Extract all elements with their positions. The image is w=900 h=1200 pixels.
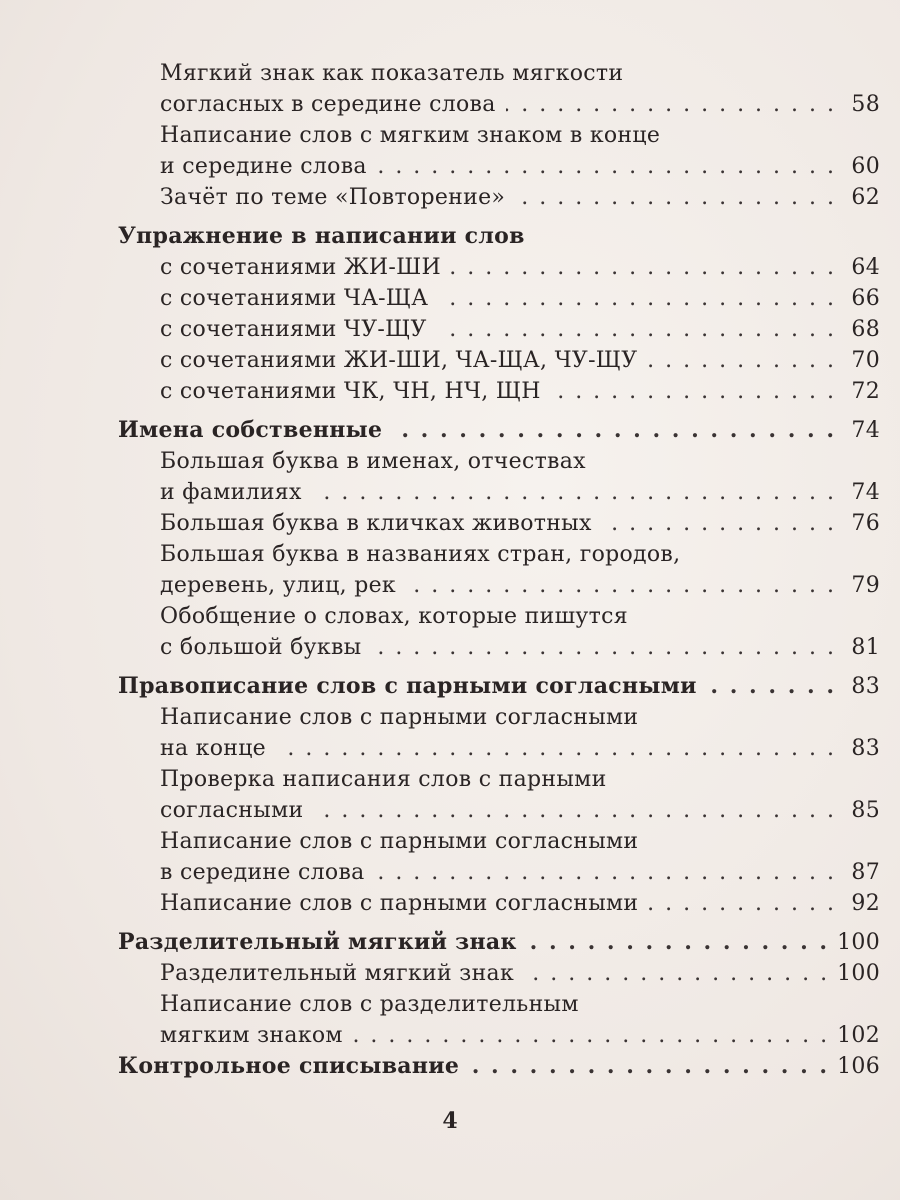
toc-entry-text: с сочетаниями ЖИ-ШИ, ЧА-ЩА, ЧУ-ЩУ <box>160 348 638 373</box>
dot-leader <box>506 89 836 120</box>
toc-entry <box>118 795 880 826</box>
toc-entry <box>118 632 880 663</box>
toc-section-heading <box>118 1051 880 1082</box>
dot-leader <box>648 888 836 919</box>
toc-entry <box>118 733 880 764</box>
toc-section-heading <box>118 927 880 958</box>
toc-page-number: 64 <box>851 255 880 280</box>
dot-leader <box>375 857 836 888</box>
dot-leader <box>551 376 836 407</box>
toc-entry <box>118 376 880 407</box>
toc-entry-text: Зачёт по теме «Повторение» <box>160 185 506 210</box>
toc-entry-text: Большая буква в именах, отчествах <box>160 449 586 474</box>
toc-entry <box>118 888 880 919</box>
dot-leader <box>312 477 836 508</box>
dot-leader <box>406 570 836 601</box>
toc-page-number: 68 <box>851 317 880 342</box>
toc-entry-text: Обобщение о словах, которые пишутся <box>160 604 628 629</box>
toc-page-number: 83 <box>851 674 880 699</box>
toc-page-number: 100 <box>837 961 880 986</box>
toc-entry-text: с сочетаниями ЧУ-ЩУ <box>160 317 427 342</box>
toc-entry-text: Большая буква в названиях стран, городов, <box>160 542 681 567</box>
toc-entry <box>118 120 880 151</box>
toc-entry <box>118 702 880 733</box>
dot-leader <box>524 958 829 989</box>
toc-entry-text: с сочетаниями ЧА-ЩА <box>160 286 429 311</box>
toc-entry-text: Написание слов с мягким знаком в конце <box>160 123 661 148</box>
toc-page-number: 58 <box>851 92 880 117</box>
dot-leader <box>469 1051 829 1082</box>
toc-entry-text: Правописание слов с парными согласными <box>118 673 697 699</box>
toc-entry-text: и середине слова <box>160 154 367 179</box>
table-of-contents <box>118 58 880 1082</box>
toc-entry-text: Упражнение в написании слов <box>118 223 525 249</box>
page-number: 4 <box>442 1108 458 1134</box>
toc-entry <box>118 958 880 989</box>
toc-page-number: 72 <box>851 379 880 404</box>
toc-entry <box>118 283 880 314</box>
toc-entry <box>118 345 880 376</box>
toc-page-number: 79 <box>851 573 880 598</box>
toc-entry <box>118 314 880 345</box>
toc-section-heading <box>118 221 880 252</box>
toc-page-number: 106 <box>837 1054 880 1079</box>
toc-page-number: 74 <box>851 480 880 505</box>
toc-entry-text: Имена собственные <box>118 417 383 443</box>
dot-leader <box>527 927 829 958</box>
toc-entry <box>118 89 880 120</box>
toc-entry <box>118 252 880 283</box>
toc-entry <box>118 764 880 795</box>
toc-page-number: 87 <box>851 860 880 885</box>
toc-entry <box>118 508 880 539</box>
toc-page-number: 70 <box>851 348 880 373</box>
toc-page-number: 66 <box>851 286 880 311</box>
dot-leader <box>515 182 836 213</box>
toc-entry-text: Проверка написания слов с парными <box>160 767 607 792</box>
toc-entry-text: с сочетаниями ЖИ-ШИ <box>160 255 442 280</box>
dot-leader <box>707 671 836 702</box>
dot-leader <box>371 632 836 663</box>
toc-entry-text: согласными <box>160 798 304 823</box>
toc-section-heading <box>118 415 880 446</box>
toc-entry <box>118 826 880 857</box>
toc-entry-text: в середине слова <box>160 860 365 885</box>
toc-entry-text: Мягкий знак как показатель мягкости <box>160 61 624 86</box>
dot-leader <box>437 314 836 345</box>
toc-entry <box>118 182 880 213</box>
toc-entry-text: деревень, улиц, рек <box>160 573 396 598</box>
toc-entry <box>118 857 880 888</box>
dot-leader <box>602 508 836 539</box>
toc-entry <box>118 989 880 1020</box>
toc-entry <box>118 151 880 182</box>
toc-entry-text: и фамилиях <box>160 480 302 505</box>
toc-page-number: 83 <box>851 736 880 761</box>
toc-page-number: 92 <box>851 891 880 916</box>
toc-page-number: 85 <box>851 798 880 823</box>
toc-entry-text: Написание слов с парными согласными <box>160 705 639 730</box>
dot-leader <box>353 1020 829 1051</box>
toc-entry-text: на конце <box>160 736 266 761</box>
dot-leader <box>647 345 836 376</box>
toc-entry-text: Написание слов с парными согласными <box>160 891 639 916</box>
toc-entry <box>118 446 880 477</box>
dot-leader <box>451 252 836 283</box>
toc-page-number: 60 <box>851 154 880 179</box>
toc-entry-text: с сочетаниями ЧК, ЧН, НЧ, ЩН <box>160 379 541 404</box>
toc-page-number: 102 <box>837 1023 880 1048</box>
dot-leader <box>392 415 836 446</box>
toc-page-number: 76 <box>851 511 880 536</box>
toc-entry-text: согласных в середине слова <box>160 92 496 117</box>
toc-entry <box>118 477 880 508</box>
toc-entry-text: мягким знаком <box>160 1023 343 1048</box>
toc-page-number: 81 <box>851 635 880 660</box>
toc-section-heading <box>118 671 880 702</box>
toc-entry-text: Разделительный мягкий знак <box>160 961 515 986</box>
toc-entry-text: Разделительный мягкий знак <box>118 929 517 955</box>
dot-leader <box>313 795 836 826</box>
toc-entry-text: Контрольное списывание <box>118 1053 460 1079</box>
toc-entry <box>118 570 880 601</box>
toc-page-number: 74 <box>851 418 880 443</box>
toc-page-number: 100 <box>837 930 880 955</box>
toc-entry <box>118 601 880 632</box>
toc-entry <box>118 58 880 89</box>
toc-entry-text: с большой буквы <box>160 635 362 660</box>
toc-entry-text: Написание слов с парными согласными <box>160 829 639 854</box>
toc-entry-text: Написание слов с разделительным <box>160 992 579 1017</box>
dot-leader <box>276 733 836 764</box>
toc-entry <box>118 1020 880 1051</box>
dot-leader <box>377 151 836 182</box>
dot-leader <box>438 283 836 314</box>
toc-page-number: 62 <box>851 185 880 210</box>
toc-entry-text: Большая буква в кличках животных <box>160 511 592 536</box>
toc-entry <box>118 539 880 570</box>
